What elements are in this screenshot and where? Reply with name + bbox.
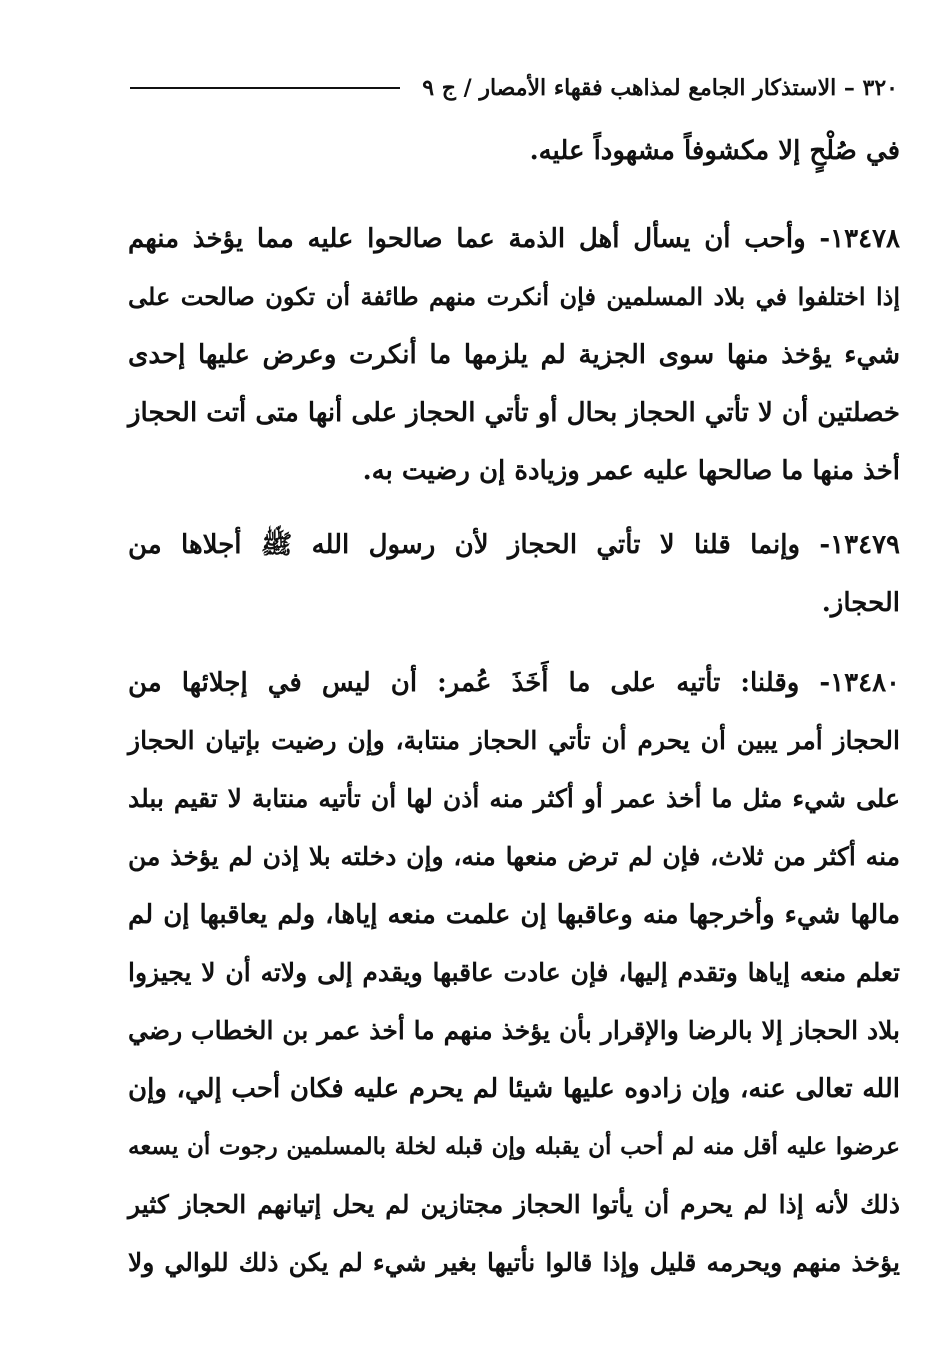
text-line: تعلم منعه إياها وتقدم إليها، فإن عادت عاقبها ويقدم إلى ولاته أن لا يجيزوا <box>128 958 900 987</box>
text-line: الحجاز أمر يبين أن يحرم أن تأتي الحجاز منتابة، وإن رضيت بإتيان الحجاز <box>128 726 900 755</box>
text-line: منه أكثر من ثلاث، فإن لم ترض منعها منه، وإن دخلته بلا إذن لم يؤخذ من <box>128 842 900 871</box>
continuation-text <box>128 122 900 180</box>
text-line: إذا اختلفوا في بلاد المسلمين فإن أنكرت منهم طائفة أن تكون صالحت على <box>128 282 900 311</box>
running-title: ٣٢٠ – الاستذكار الجامع لمذاهب فقهاء الأمصار / ج ٩ <box>422 75 898 101</box>
text-line: خصلتين أن لا تأتي الحجاز بحال أو تأتي الحجاز على أنها متى أتت الحجاز <box>128 398 900 428</box>
text-line: ١٣٤٨٠- وقلنا: تأتيه على ما أَخَذَ عُمر: أن ليس في إجلائها من <box>128 668 900 698</box>
text-line: أخذ منها ما صالحها عليه عمر وزيادة إن رضيت به. <box>362 456 900 486</box>
paragraph-13478 <box>128 210 900 500</box>
running-header <box>130 70 898 106</box>
header-rule <box>130 87 400 89</box>
paragraph-13479 <box>128 516 900 632</box>
text-line: في صُلْحٍ إلا مكشوفاً مشهوداً عليه. <box>529 136 900 166</box>
text-line: ١٣٤٧٨- وأحب أن يسأل أهل الذمة عما صالحوا عليه مما يؤخذ منهم <box>128 224 900 254</box>
text-line: الله تعالى عنه، وإن زادوه عليها شيئا لم يحرم عليه فكان أحب إلي، وإن <box>128 1074 900 1104</box>
paragraph-13480 <box>128 654 900 1292</box>
text-line: على شيء مثل ما أخذ عمر أو أكثر منه أذن لها أن تأتيه منتابة لا تقيم ببلد <box>128 784 900 813</box>
text-line: ١٣٤٧٩- وإنما قلنا لا تأتي الحجاز لأن رسول الله ﷺ أجلاها من <box>128 530 900 560</box>
text-line: يؤخذ منهم ويحرمه قليل وإذا قالوا نأتيها بغير شيء لم يكن ذلك للوالي ولا <box>128 1248 900 1277</box>
text-line: ذلك لأنه إذا لم يحرم أن يأتوا الحجاز مجتازين لم يحل إتيانهم الحجاز كثير <box>128 1190 900 1219</box>
text-line: مالها شيء وأخرجها منه وعاقبها إن علمت منعه إياها، ولم يعاقبها إن لم <box>128 900 900 930</box>
text-line: عرضوا عليه أقل منه لم أحب أن يقبله وإن قبله لخلة بالمسلمين رجوت أن يسعه <box>128 1133 900 1160</box>
text-line: الحجاز. <box>821 588 900 618</box>
text-line: بلاد الحجاز إلا بالرضا والإقرار بأن يؤخذ منهم ما أخذ عمر بن الخطاب رضي <box>128 1016 900 1045</box>
text-line: شيء يؤخذ منها سوى الجزية لم يلزمها ما أنكرت وعرض عليها إحدى <box>128 340 900 370</box>
